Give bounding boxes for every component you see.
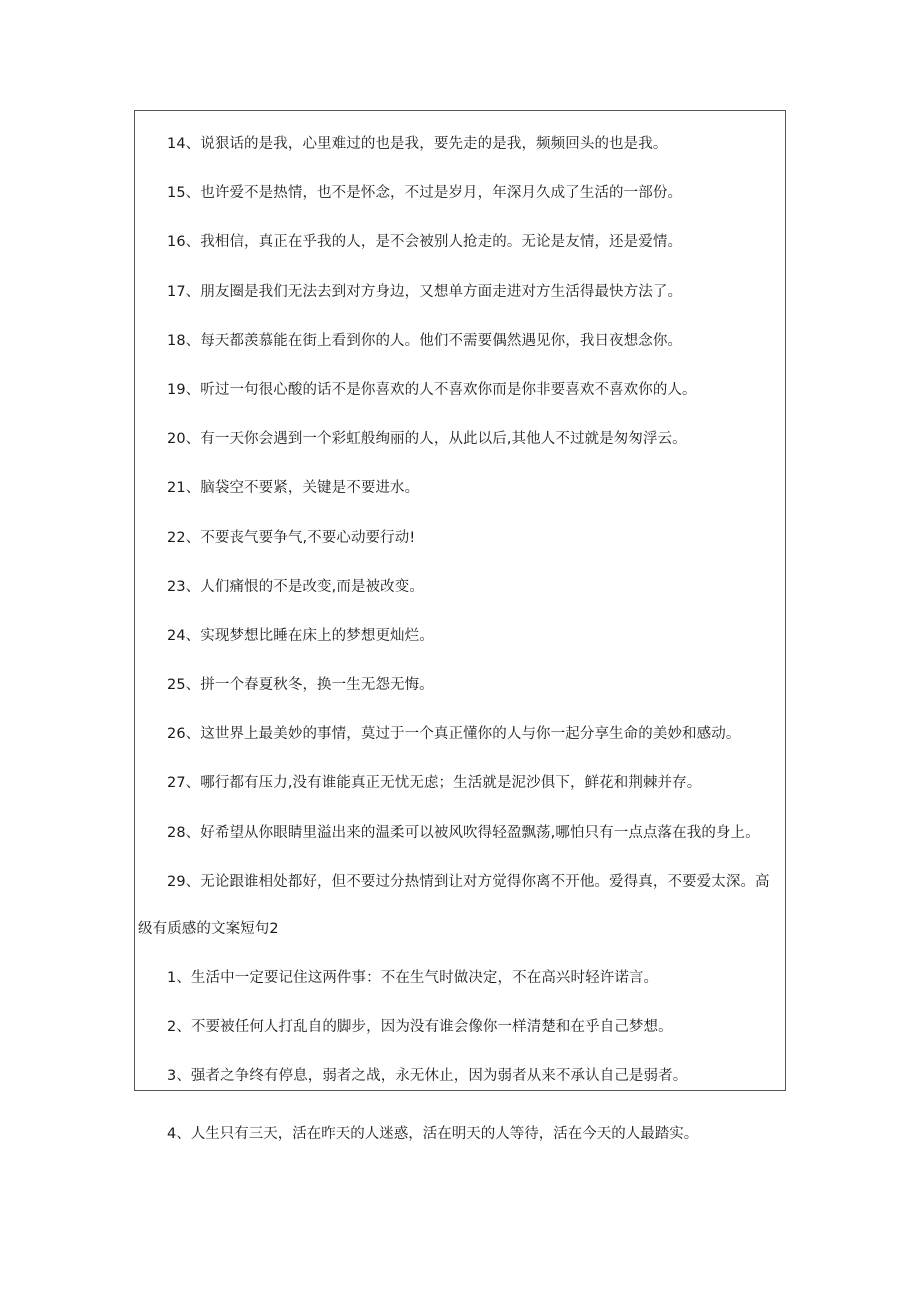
text-frame bbox=[134, 110, 786, 1091]
section-heading: 级有质感的文案短句2 bbox=[138, 921, 279, 937]
list-item: 2、不要被任何人打乱自的脚步，因为没有谁会像你一样清楚和在乎自己梦想。 bbox=[167, 1019, 673, 1035]
list-item: 23、人们痛恨的不是改变,而是被改变。 bbox=[167, 579, 424, 595]
list-item: 19、听过一句很心酸的话不是你喜欢的人不喜欢你而是你非要喜欢不喜欢你的人。 bbox=[167, 382, 697, 398]
list-item: 15、也许爱不是热情，也不是怀念，不过是岁月，年深月久成了生活的一部份。 bbox=[167, 185, 683, 201]
list-item: 29、无论跟谁相处都好，但不要过分热情到让对方觉得你离不开他。爱得真，不要爱太深。高 bbox=[167, 874, 770, 890]
list-item: 27、哪行都有压力,没有谁能真正无忧无虑；生活就是泥沙俱下，鲜花和荆棘并存。 bbox=[167, 775, 702, 791]
list-item: 25、拼一个春夏秋冬，换一生无怨无悔。 bbox=[167, 677, 434, 693]
list-item: 20、有一天你会遇到一个彩虹般绚丽的人，从此以后,其他人不过就是匆匆浮云。 bbox=[167, 431, 687, 447]
list-item: 18、每天都羡慕能在街上看到你的人。他们不需要偶然遇见你，我日夜想念你。 bbox=[167, 333, 683, 349]
list-item: 16、我相信，真正在乎我的人，是不会被别人抢走的。无论是友情，还是爱情。 bbox=[167, 234, 683, 250]
list-item: 22、不要丧气要争气,不要心动要行动! bbox=[167, 530, 416, 546]
list-item: 17、朋友圈是我们无法去到对方身边，又想单方面走进对方生活得最快方法了。 bbox=[167, 284, 683, 300]
list-item: 4、人生只有三天，活在昨天的人迷惑，活在明天的人等待，活在今天的人最踏实。 bbox=[167, 1126, 699, 1142]
list-item: 1、生活中一定要记住这两件事：不在生气时做决定，不在高兴时轻许诺言。 bbox=[167, 970, 659, 986]
list-item: 26、这世界上最美妙的事情，莫过于一个真正懂你的人与你一起分享生命的美妙和感动。 bbox=[167, 726, 741, 742]
list-item: 21、脑袋空不要紧，关键是不要进水。 bbox=[167, 480, 420, 496]
list-item: 24、实现梦想比睡在床上的梦想更灿烂。 bbox=[167, 628, 434, 644]
list-item: 3、强者之争终有停息，弱者之战，永无休止，因为弱者从来不承认自己是弱者。 bbox=[167, 1068, 688, 1084]
list-item: 14、说狠话的是我，心里难过的也是我，要先走的是我，频频回头的也是我。 bbox=[167, 136, 668, 152]
list-item: 28、好希望从你眼睛里溢出来的温柔可以被风吹得轻盈飘荡,哪怕只有一点点落在我的身上。 bbox=[167, 825, 760, 841]
